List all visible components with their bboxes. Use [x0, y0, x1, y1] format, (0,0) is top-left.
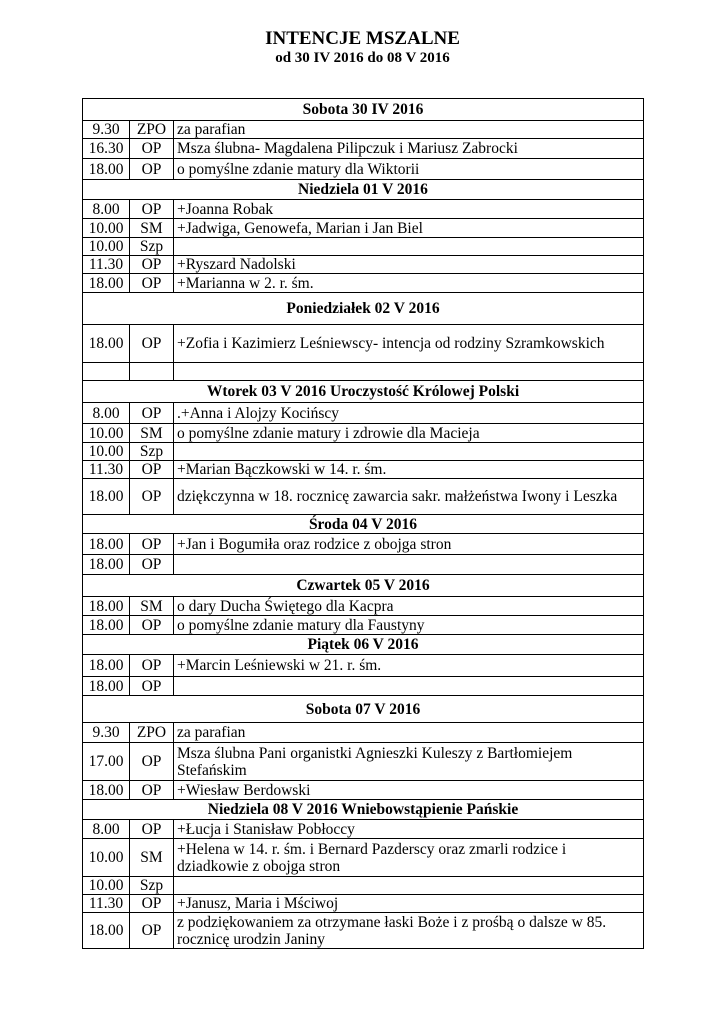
- day-title: Czwartek 05 V 2016: [83, 575, 644, 597]
- intention-row: [83, 159, 644, 180]
- mass-time: 8.00: [83, 820, 130, 839]
- mass-time: 11.30: [83, 461, 130, 479]
- intention-text: +Jadwiga, Genowefa, Marian i Jan Biel: [174, 219, 644, 238]
- mass-location-code: OP: [130, 913, 174, 949]
- intention-text: +Jan i Bogumiła oraz rodzice z obojga stron: [174, 534, 644, 555]
- intention-text: +Marian Bączkowski w 14. r. śm.: [174, 461, 644, 479]
- intention-text: o dary Ducha Świętego dla Kacpra: [174, 597, 644, 616]
- mass-time: 8.00: [83, 200, 130, 219]
- mass-location-code: OP: [130, 139, 174, 159]
- day-title: Poniedziałek 02 V 2016: [83, 293, 644, 325]
- mass-location-code: OP: [130, 274, 174, 293]
- mass-time: 18.00: [83, 325, 130, 363]
- intention-row: [83, 200, 644, 219]
- mass-time: 10.00: [83, 219, 130, 238]
- mass-location-code: OP: [130, 655, 174, 677]
- day-header-row: [83, 635, 644, 655]
- mass-location-code: SM: [130, 597, 174, 616]
- day-title: Sobota 07 V 2016: [83, 696, 644, 723]
- day-title: Piątek 06 V 2016: [83, 635, 644, 655]
- mass-time: 11.30: [83, 256, 130, 274]
- mass-location-code: OP: [130, 781, 174, 800]
- intention-text: za parafian: [174, 121, 644, 139]
- mass-location-code: OP: [130, 677, 174, 696]
- mass-location-code: OP: [130, 479, 174, 515]
- mass-location-code: OP: [130, 616, 174, 635]
- intention-row: [83, 443, 644, 461]
- intention-text: Msza ślubna Pani organistki Agnieszki Kuleszy z Bartłomiejem Stefańskim: [174, 743, 644, 781]
- day-title: Środa 04 V 2016: [83, 515, 644, 534]
- day-title: Wtorek 03 V 2016 Uroczystość Królowej Polski: [83, 381, 644, 403]
- mass-time: 11.30: [83, 895, 130, 913]
- day-title: Niedziela 01 V 2016: [83, 180, 644, 200]
- mass-time: 18.00: [83, 597, 130, 616]
- mass-location-code: OP: [130, 200, 174, 219]
- mass-location-code: OP: [130, 461, 174, 479]
- mass-location-code: OP: [130, 555, 174, 575]
- intention-text: o pomyślne zdanie matury dla Faustyny: [174, 616, 644, 635]
- mass-location-code: OP: [130, 895, 174, 913]
- intention-text: za parafian: [174, 723, 644, 743]
- intention-row: [83, 743, 644, 781]
- intention-row: [83, 597, 644, 616]
- intention-text: [174, 677, 644, 696]
- mass-time: 10.00: [83, 238, 130, 256]
- intention-row: [83, 325, 644, 363]
- intention-row: [83, 534, 644, 555]
- mass-location-code: Szp: [130, 877, 174, 895]
- intention-row: [83, 256, 644, 274]
- mass-time: 18.00: [83, 555, 130, 575]
- intention-row: [83, 238, 644, 256]
- day-header-row: [83, 800, 644, 820]
- intention-text: [174, 555, 644, 575]
- day-header-row: [83, 99, 644, 121]
- intention-row: [83, 121, 644, 139]
- page-subtitle: od 30 IV 2016 do 08 V 2016: [275, 50, 450, 66]
- intention-text: +Wiesław Berdowski: [174, 781, 644, 800]
- intention-row: [83, 616, 644, 635]
- mass-location-code: [130, 363, 174, 381]
- intention-row: [83, 363, 644, 381]
- mass-time: 17.00: [83, 743, 130, 781]
- intention-text: +Ryszard Nadolski: [174, 256, 644, 274]
- intention-text: +Zofia i Kazimierz Leśniewscy- intencja od rodziny Szramkowskich: [174, 325, 644, 363]
- mass-time: 10.00: [83, 877, 130, 895]
- intention-text: [174, 877, 644, 895]
- page-title: INTENCJE MSZALNE: [265, 28, 460, 49]
- intention-row: [83, 403, 644, 424]
- day-header-row: [83, 381, 644, 403]
- mass-location-code: ZPO: [130, 121, 174, 139]
- day-title: Sobota 30 IV 2016: [83, 99, 644, 121]
- day-header-row: [83, 293, 644, 325]
- intention-row: [83, 479, 644, 515]
- mass-location-code: OP: [130, 743, 174, 781]
- intention-row: [83, 655, 644, 677]
- intention-text: [174, 443, 644, 461]
- day-header-row: [83, 180, 644, 200]
- mass-intentions-body: [83, 99, 644, 949]
- intention-text: o pomyślne zdanie matury dla Wiktorii: [174, 159, 644, 180]
- intention-text: +Marcin Leśniewski w 21. r. śm.: [174, 655, 644, 677]
- intention-text: +Łucja i Stanisław Pobłoccy: [174, 820, 644, 839]
- day-header-row: [83, 575, 644, 597]
- mass-time: [83, 363, 130, 381]
- intention-text: +Helena w 14. r. śm. i Bernard Pazderscy oraz zmarli rodzice i dziadkowie z obojga stron: [174, 839, 644, 877]
- mass-time: 9.30: [83, 723, 130, 743]
- day-header-row: [83, 696, 644, 723]
- mass-location-code: SM: [130, 839, 174, 877]
- mass-location-code: OP: [130, 159, 174, 180]
- intention-text: +Janusz, Maria i Mściwoj: [174, 895, 644, 913]
- mass-time: 16.30: [83, 139, 130, 159]
- intention-row: [83, 895, 644, 913]
- mass-time: 10.00: [83, 424, 130, 443]
- mass-location-code: ZPO: [130, 723, 174, 743]
- mass-location-code: Szp: [130, 238, 174, 256]
- intention-text: +Joanna Robak: [174, 200, 644, 219]
- mass-time: 18.00: [83, 913, 130, 949]
- intention-row: [83, 877, 644, 895]
- mass-location-code: SM: [130, 424, 174, 443]
- mass-location-code: OP: [130, 820, 174, 839]
- mass-time: 18.00: [83, 616, 130, 635]
- intention-row: [83, 781, 644, 800]
- intention-text: +Marianna w 2. r. śm.: [174, 274, 644, 293]
- intention-row: [83, 723, 644, 743]
- mass-location-code: OP: [130, 325, 174, 363]
- intention-row: [83, 424, 644, 443]
- mass-time: 10.00: [83, 443, 130, 461]
- intention-text: [174, 238, 644, 256]
- intention-row: [83, 219, 644, 238]
- intention-row: [83, 555, 644, 575]
- mass-time: 18.00: [83, 781, 130, 800]
- mass-time: 18.00: [83, 479, 130, 515]
- intention-text: z podziękowaniem za otrzymane łaski Boże i z prośbą o dalsze w 85. rocznicę urodzin Janiny: [174, 913, 644, 949]
- mass-time: 18.00: [83, 677, 130, 696]
- mass-time: 8.00: [83, 403, 130, 424]
- intention-text: [174, 363, 644, 381]
- day-title: Niedziela 08 V 2016 Wniebowstąpienie Pańskie: [83, 800, 644, 820]
- intention-text: .+Anna i Alojzy Kocińscy: [174, 403, 644, 424]
- mass-location-code: OP: [130, 534, 174, 555]
- day-header-row: [83, 515, 644, 534]
- mass-location-code: OP: [130, 256, 174, 274]
- intention-row: [83, 461, 644, 479]
- mass-location-code: OP: [130, 403, 174, 424]
- mass-time: 18.00: [83, 159, 130, 180]
- intention-text: dziękczynna w 18. rocznicę zawarcia sakr. małżeństwa Iwony i Leszka: [174, 479, 644, 515]
- intention-row: [83, 274, 644, 293]
- mass-location-code: SM: [130, 219, 174, 238]
- mass-location-code: Szp: [130, 443, 174, 461]
- intention-row: [83, 677, 644, 696]
- intention-row: [83, 820, 644, 839]
- mass-time: 18.00: [83, 655, 130, 677]
- intention-row: [83, 139, 644, 159]
- intention-text: Msza ślubna- Magdalena Pilipczuk i Mariusz Zabrocki: [174, 139, 644, 159]
- mass-time: 10.00: [83, 839, 130, 877]
- mass-time: 18.00: [83, 534, 130, 555]
- intention-row: [83, 913, 644, 949]
- intention-text: o pomyślne zdanie matury i zdrowie dla Macieja: [174, 424, 644, 443]
- mass-intentions-table: [82, 98, 644, 949]
- mass-time: 9.30: [83, 121, 130, 139]
- intention-row: [83, 839, 644, 877]
- mass-time: 18.00: [83, 274, 130, 293]
